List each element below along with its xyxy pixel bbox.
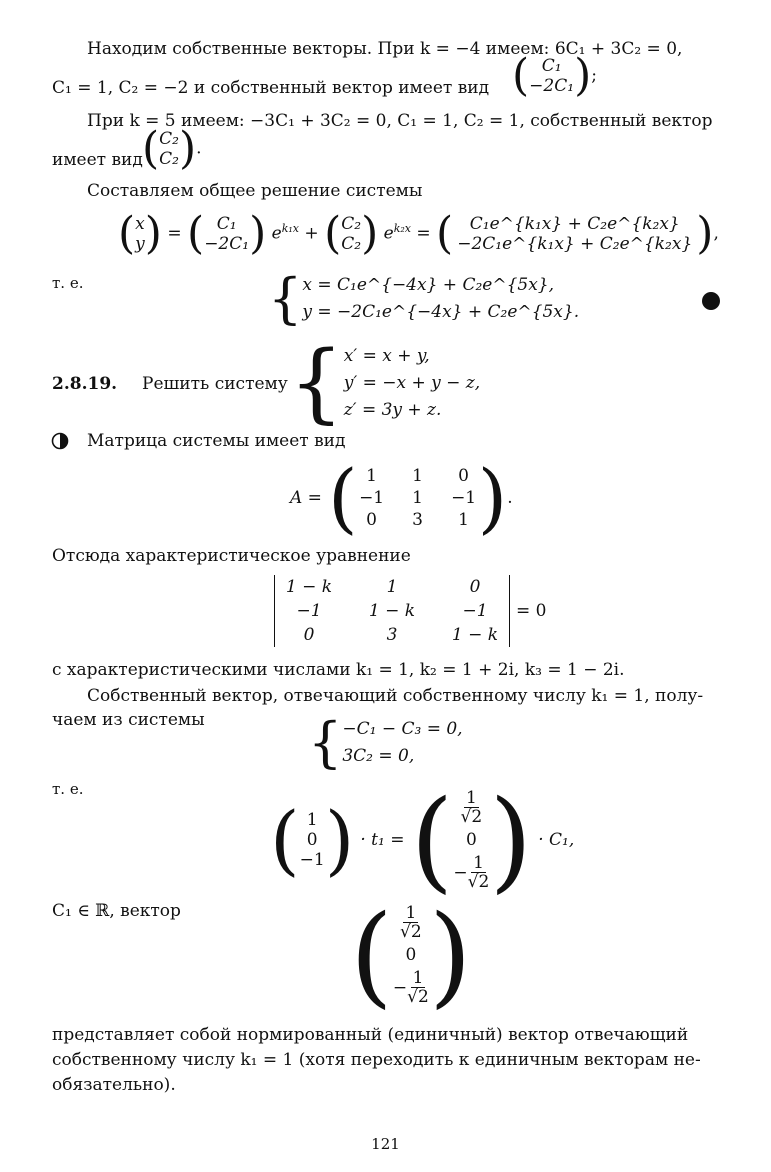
left-brace: { xyxy=(308,711,343,774)
gs-equals: = xyxy=(416,223,431,244)
matrix-cell: 0 xyxy=(366,510,377,530)
eigenvector-2: ( C₂ C₂ ) . xyxy=(142,123,202,174)
gs-exp: k₂x xyxy=(393,221,411,235)
matrix-cell: 0 xyxy=(303,625,315,645)
problem-number: 2.8.19. xyxy=(52,374,118,394)
eigen-line-2: чаем из системы xyxy=(52,710,205,730)
te-label-1: т. е. xyxy=(52,274,84,292)
char-eq-intro: Отсюда характеристическое уравнение xyxy=(52,546,411,566)
minus-sign: − xyxy=(453,862,468,883)
matrix-cell: 3 xyxy=(412,510,423,530)
final-line-2: собственному числу k₁ = 1 (хотя переходить к единичным векторам не- xyxy=(52,1050,701,1070)
gs-entry: −2C₁ xyxy=(204,234,250,254)
matrix-cell: −1 xyxy=(359,488,385,508)
page-number: 121 xyxy=(371,1135,400,1153)
eigenvector-1: ( C₁ −2C₁ ) ; xyxy=(512,50,597,101)
matrix-cell: −1 xyxy=(296,601,322,621)
eigen-system xyxy=(308,711,463,774)
frac-den: √2 xyxy=(460,807,483,827)
matrix-cell: 1 − k xyxy=(368,601,416,621)
vec-entry: C₂ xyxy=(159,149,179,169)
final-line-3: обязательно). xyxy=(52,1075,176,1095)
matrix-cell: 1 xyxy=(458,510,469,530)
char-numbers: с характеристическими числами k₁ = 1, k₂ = 1 + 2i, k₃ = 1 − 2i. xyxy=(52,660,625,680)
matrix-cell: 1 xyxy=(366,466,377,486)
frac-den: √2 xyxy=(407,987,429,1007)
solution-intro: Матрица системы имеет вид xyxy=(87,431,346,451)
para2-line2: имеет вид xyxy=(52,150,143,170)
vec-entry: 0 xyxy=(306,830,318,850)
det-rhs: = 0 xyxy=(516,601,547,621)
matrix-cell: 3 xyxy=(386,625,398,645)
gs-equals: = xyxy=(167,223,182,244)
gs-entry: x xyxy=(135,214,145,234)
gs-exp-base: e xyxy=(271,223,282,244)
gs-entry: y xyxy=(135,234,145,254)
gs-exp: k₁x xyxy=(281,221,299,235)
matrix-A xyxy=(358,466,478,530)
solution-start-icon xyxy=(51,432,69,450)
eigen-eq-1: −C₁ − C₃ = 0, xyxy=(342,719,463,739)
eigen-line-1: Собственный вектор, отвечающий собственному числу k₁ = 1, полу- xyxy=(87,686,704,706)
c1-vector-label: C₁ ∈ ℝ, вектор xyxy=(52,901,181,921)
para2-line1: При k = 5 имеем: −3C₁ + 3C₂ = 0, C₁ = 1, C₂ = 1, собственный вектор xyxy=(87,111,713,131)
vec-entry: C₂ xyxy=(159,129,179,149)
frac-num: 1 xyxy=(473,853,484,873)
gs-entry: C₂ xyxy=(341,234,362,254)
matrix-cell: −1 xyxy=(451,488,477,508)
matrix-cell: 0 xyxy=(458,466,469,486)
ode-system xyxy=(289,333,481,433)
c1-tail: · C₁, xyxy=(538,830,575,850)
frac-den: √2 xyxy=(400,922,422,942)
ode-eq-3: z′ = 3y + z. xyxy=(343,399,442,420)
vec-entry: −1 xyxy=(299,850,325,870)
matrix-cell: 1 xyxy=(386,577,398,597)
system-matrix: A = ( 1 1 0 −1 1 −1 0 3 1 ) . xyxy=(290,453,513,542)
gs-exp-base: e xyxy=(383,223,394,244)
vec-entry: 0 xyxy=(465,830,477,850)
para1-line2: C₁ = 1, C₂ = −2 и собственный вектор имеет вид xyxy=(52,78,490,98)
gs-plus: + xyxy=(304,223,319,244)
gs-entry: C₁e^{k₁x} + C₂e^{k₂x} xyxy=(469,214,680,234)
ode-eq-2: y′ = −x + y − z, xyxy=(343,372,481,393)
para3: Составляем общее решение системы xyxy=(87,181,423,201)
solution-x: x = C₁e^{−4x} + C₂e^{5x}, xyxy=(302,275,555,295)
end-of-solution-marker xyxy=(702,292,720,310)
para1-line1: Находим собственные векторы. При k = −4 имеем: 6C₁ + 3C₂ = 0, xyxy=(87,39,683,59)
matrix-cell: 1 xyxy=(412,488,423,508)
normalized-vector: ( $\frac{1}{√2}$ 0 − $\frac{1}{√2}$ ) xyxy=(350,891,472,1019)
eigen-eq-2: 3C₂ = 0, xyxy=(342,746,415,766)
matrix-cell: 1 − k xyxy=(451,625,499,645)
frac-num: 1 xyxy=(465,788,477,808)
characteristic-determinant xyxy=(274,575,546,647)
left-brace: { xyxy=(289,333,344,433)
vec-entry: 1 xyxy=(306,810,318,830)
matrix-cell: 0 xyxy=(469,577,481,597)
gs-entry: C₂ xyxy=(341,214,362,234)
vec-entry: 0 xyxy=(405,945,417,965)
vec-entry: C₁ xyxy=(541,56,562,76)
problem-text: Решить систему xyxy=(142,374,288,394)
ode-eq-1: x′ = x + y, xyxy=(343,345,430,366)
matrix-cell: 1 − k xyxy=(285,577,333,597)
final-line-1: представляет собой нормированный (единичный) вектор отвечающий xyxy=(52,1025,689,1045)
frac-den: √2 xyxy=(467,872,490,892)
vec-entry: −2C₁ xyxy=(529,76,575,96)
minus-sign: − xyxy=(392,977,408,998)
solution-system xyxy=(268,267,580,330)
frac-num: 1 xyxy=(412,968,424,988)
left-brace: { xyxy=(268,267,303,330)
gs-entry: C₁ xyxy=(216,214,237,234)
matrix-label: A = xyxy=(290,488,322,508)
general-solution: ( x y ) = ( C₁ −2C₁ ) $e^{k_1x}$ + ( C₂ C₂ ) $e^{k_2x}$ = ( C₁e^{k₁x} + C₂e^{k₂x} −2C₁e^{k₁x} + C₂e^{k₂x} ) , xyxy=(118,208,719,259)
matrix-cell: −1 xyxy=(462,601,488,621)
matrix-cell: 1 xyxy=(412,466,423,486)
te-label-2: т. е. xyxy=(52,780,84,798)
det-matrix xyxy=(279,577,505,645)
gs-entry: −2C₁e^{k₁x} + C₂e^{k₂x} xyxy=(457,234,693,254)
eigenvector-equation: ( 1 0 −1 ) · t₁ = ( $\frac{1}{√2}$ 0 − $\frac{1}{√2}$ ) · C₁, xyxy=(270,776,575,904)
frac-num: 1 xyxy=(405,903,417,923)
t1-label: · t₁ = xyxy=(360,830,405,850)
solution-y: y = −2C₁e^{−4x} + C₂e^{5x}. xyxy=(302,302,580,322)
